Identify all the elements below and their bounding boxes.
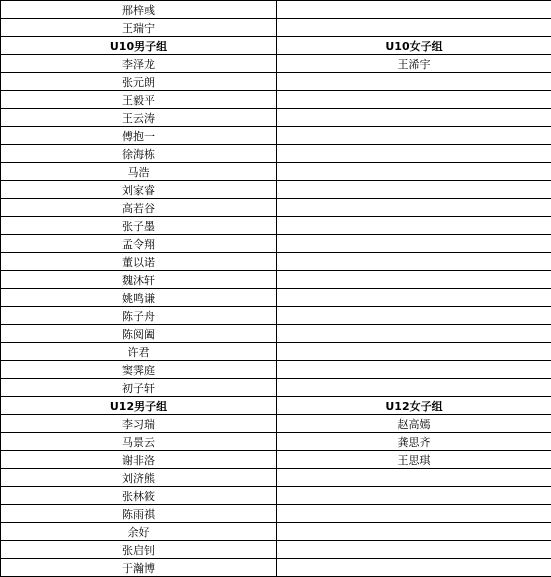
boys-name-cell: 邢梓彧 (1, 1, 277, 19)
table-row (1, 289, 551, 307)
table-row (1, 271, 551, 289)
girls-name-cell (277, 127, 551, 145)
boys-name-cell: 高若谷 (1, 199, 277, 217)
girls-name-cell (277, 469, 551, 487)
boys-name-cell: 马浩 (1, 163, 277, 181)
boys-name-cell: 张子墨 (1, 217, 277, 235)
girls-name-cell (277, 523, 551, 541)
girls-name-cell: 龚思齐 (277, 433, 551, 451)
table-row (1, 343, 551, 361)
table-row (1, 541, 551, 559)
boys-name-cell: 孟令翔 (1, 235, 277, 253)
girls-name-cell (277, 487, 551, 505)
table-row (1, 379, 551, 397)
boys-name-cell: 张林筱 (1, 487, 277, 505)
boys-name-cell: 张元朗 (1, 73, 277, 91)
girls-group-heading: U12女子组 (277, 397, 551, 415)
girls-name-cell (277, 217, 551, 235)
table-row (1, 181, 551, 199)
table-row (1, 19, 551, 37)
table-row (1, 163, 551, 181)
table-row (1, 307, 551, 325)
table-row (1, 235, 551, 253)
table-row (1, 91, 551, 109)
table-row (1, 523, 551, 541)
group-header-row (1, 397, 551, 415)
girls-name-cell (277, 73, 551, 91)
girls-name-cell: 赵高嫣 (277, 415, 551, 433)
table-row (1, 415, 551, 433)
boys-name-cell: 王瑞宁 (1, 19, 277, 37)
girls-name-cell (277, 253, 551, 271)
table-row (1, 199, 551, 217)
boys-name-cell: 谢非洛 (1, 451, 277, 469)
boys-name-cell: 陈阅阖 (1, 325, 277, 343)
girls-name-cell (277, 145, 551, 163)
table-row (1, 1, 551, 19)
table-row (1, 433, 551, 451)
girls-name-cell (277, 361, 551, 379)
table-row (1, 451, 551, 469)
girls-name-cell (277, 271, 551, 289)
boys-name-cell: 魏沐轩 (1, 271, 277, 289)
boys-name-cell: 初子轩 (1, 379, 277, 397)
boys-name-cell: 窦霁庭 (1, 361, 277, 379)
boys-group-heading: U10男子组 (1, 37, 277, 55)
table-row (1, 559, 551, 577)
girls-name-cell (277, 379, 551, 397)
boys-name-cell: 于瀚博 (1, 559, 277, 577)
girls-name-cell (277, 343, 551, 361)
table-row (1, 217, 551, 235)
boys-name-cell: 姚鸣谦 (1, 289, 277, 307)
girls-name-cell (277, 559, 551, 577)
boys-name-cell: 董以诺 (1, 253, 277, 271)
boys-name-cell: 傅抱一 (1, 127, 277, 145)
table-row (1, 73, 551, 91)
boys-name-cell: 陈子舟 (1, 307, 277, 325)
boys-name-cell: 陈雨祺 (1, 505, 277, 523)
table-row (1, 325, 551, 343)
boys-name-cell: 张启钊 (1, 541, 277, 559)
girls-group-heading: U10女子组 (277, 37, 551, 55)
boys-name-cell: 徐海栋 (1, 145, 277, 163)
boys-group-heading: U12男子组 (1, 397, 277, 415)
girls-name-cell (277, 307, 551, 325)
boys-name-cell: 马景云 (1, 433, 277, 451)
girls-name-cell (277, 541, 551, 559)
boys-name-cell: 许君 (1, 343, 277, 361)
group-header-row (1, 37, 551, 55)
boys-name-cell: 李泽龙 (1, 55, 277, 73)
boys-name-cell: 王毅平 (1, 91, 277, 109)
girls-name-cell (277, 505, 551, 523)
girls-name-cell (277, 199, 551, 217)
table-row (1, 109, 551, 127)
girls-name-cell (277, 181, 551, 199)
table-row (1, 469, 551, 487)
table-row (1, 505, 551, 523)
girls-name-cell (277, 325, 551, 343)
table-row (1, 145, 551, 163)
girls-name-cell (277, 235, 551, 253)
boys-name-cell: 余好 (1, 523, 277, 541)
girls-name-cell: 王浠宇 (277, 55, 551, 73)
girls-name-cell (277, 91, 551, 109)
table-row (1, 127, 551, 145)
table-row (1, 55, 551, 73)
boys-name-cell: 刘家睿 (1, 181, 277, 199)
girls-name-cell (277, 1, 551, 19)
boys-name-cell: 王云涛 (1, 109, 277, 127)
girls-name-cell: 王思琪 (277, 451, 551, 469)
table-row (1, 253, 551, 271)
table-row (1, 361, 551, 379)
girls-name-cell (277, 19, 551, 37)
boys-name-cell: 刘济熊 (1, 469, 277, 487)
girls-name-cell (277, 163, 551, 181)
boys-name-cell: 李习瑞 (1, 415, 277, 433)
roster-body (1, 1, 551, 577)
girls-name-cell (277, 289, 551, 307)
table-row (1, 487, 551, 505)
girls-name-cell (277, 109, 551, 127)
